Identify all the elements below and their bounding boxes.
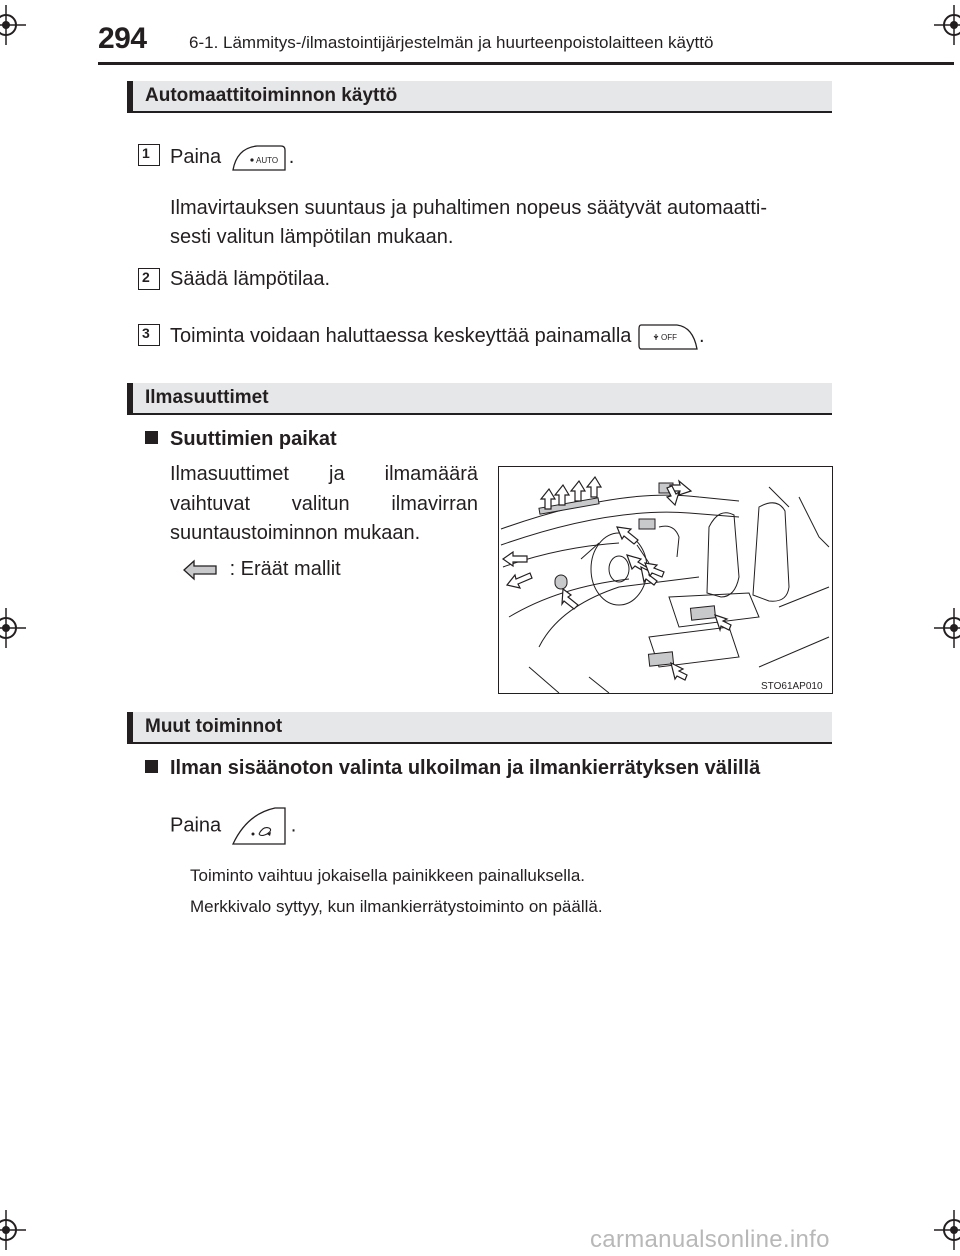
step-1-instruction xyxy=(170,142,294,172)
intake-subheading-text: Ilman sisäänoton valinta ulkoilman ja ilmankierrätyksen välillä xyxy=(170,757,761,779)
car-interior-drawing xyxy=(499,467,832,693)
step-1-period: . xyxy=(288,146,295,168)
header-divider xyxy=(98,62,954,65)
registration-mark-icon xyxy=(0,608,26,648)
step-1-text: Paina xyxy=(170,146,222,168)
page-number: 294 xyxy=(98,22,147,55)
auto-button-icon xyxy=(227,144,289,172)
bullet-square-icon xyxy=(145,431,158,444)
vents-desc-line1: Ilmasuuttimet ja ilmamäärä xyxy=(170,463,478,485)
vents-desc-line3: suuntaustoiminnon mukaan. xyxy=(170,522,421,544)
section-heading-auto: Automaattitoiminnon käyttö xyxy=(127,81,832,113)
intake-instruction xyxy=(170,806,296,846)
registration-mark-icon xyxy=(0,1210,26,1250)
registration-mark-icon xyxy=(934,1210,960,1250)
off-button-label: OFF xyxy=(660,332,677,342)
step-number-2: 2 xyxy=(138,268,160,290)
intake-note-2: Merkkivalo syttyy, kun ilmankierrätystoiminto on päällä. xyxy=(190,897,603,916)
figure-id: STO61AP010 xyxy=(761,681,823,692)
step-number-1: 1 xyxy=(138,144,160,166)
step-3-instruction xyxy=(170,321,705,351)
registration-mark-icon xyxy=(934,608,960,648)
auto-button-label: AUTO xyxy=(255,155,278,165)
legend xyxy=(182,554,341,584)
intake-note-1: Toiminto vaihtuu jokaisella painikkeen painalluksella. xyxy=(190,866,586,885)
intake-press-text: Paina xyxy=(170,814,222,837)
airflow-arrow-icon xyxy=(182,559,218,581)
off-button-icon xyxy=(637,323,699,351)
section-heading-vents: Ilmasuuttimet xyxy=(127,383,832,415)
recirculation-button-icon xyxy=(227,806,291,846)
step-1-desc-line1: Ilmavirtauksen suuntaus ja puhaltimen nopeus säätyvät automaatti- xyxy=(170,197,768,219)
step-2-text: Säädä lämpötilaa. xyxy=(170,268,331,290)
section-heading-other: Muut toiminnot xyxy=(127,712,832,744)
chapter-title: 6-1. Lämmitys-/ilmastointijärjestelmän ja huurteenpoistolaitteen käyttö xyxy=(189,33,714,52)
intake-subheading xyxy=(145,757,760,780)
step-number-3: 3 xyxy=(138,324,160,346)
registration-mark-icon xyxy=(0,5,26,45)
vents-desc-line2: vaihtuvat valitun ilmavirran xyxy=(170,493,478,515)
intake-period: . xyxy=(290,814,297,837)
step-3-period: . xyxy=(698,325,705,347)
step-3-text: Toiminta voidaan haluttaessa keskeyttää painamalla xyxy=(170,325,632,347)
vent-locations-illustration xyxy=(498,466,833,694)
step-1-desc-line2: sesti valitun lämpötilan mukaan. xyxy=(170,226,454,248)
registration-mark-icon xyxy=(934,5,960,45)
watermark: carmanualsonline.info xyxy=(590,1226,830,1253)
legend-text: : Eräät mallit xyxy=(229,558,341,580)
vents-subheading xyxy=(145,428,337,451)
bullet-square-icon xyxy=(145,760,158,773)
vents-subheading-text: Suuttimien paikat xyxy=(170,428,337,450)
